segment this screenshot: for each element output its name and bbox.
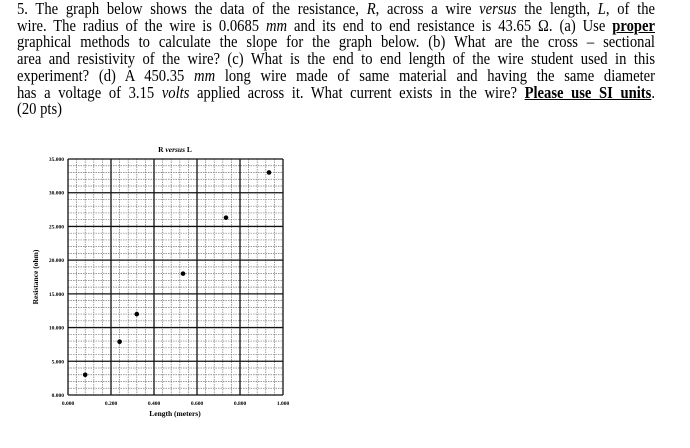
question-text — [17, 1, 655, 118]
x-tick-label: 0.800 — [233, 401, 247, 407]
question-segment: 5. The graph below shows the data of the resistance, — [17, 0, 367, 18]
y-tick-label: 10.000 — [48, 325, 64, 332]
y-axis-label: Resistance (ohm) — [31, 249, 40, 305]
y-tick-label: 5.000 — [51, 359, 64, 366]
data-point — [135, 312, 140, 317]
question-segment: (20 pts) — [17, 99, 63, 119]
y-tick-label: 15.000 — [48, 291, 64, 298]
question-segment: versus — [479, 0, 517, 18]
y-tick-label: 25.000 — [48, 224, 64, 231]
chart-title-part: versus — [165, 145, 185, 154]
x-tick-label: 1.000 — [276, 401, 290, 407]
question-segment: area and resistivity of the wire? (c) What is the end to end length of the wire student used in this — [17, 49, 655, 69]
question-segment: experiment? (d) A 450.35 — [17, 65, 195, 85]
question-segment: long wire made of same material and having the same diameter — [215, 65, 655, 85]
question-line — [17, 101, 655, 118]
emphasis-text: proper — [612, 15, 655, 35]
question-segment: has a voltage of 3.15 — [17, 82, 162, 102]
question-segment: R — [366, 0, 376, 18]
y-tick-label: 20.000 — [48, 258, 64, 265]
question-segment: and its end to end resistance is 43.65 Ω. (a) Use — [287, 15, 613, 35]
x-tick-label: 0.000 — [61, 401, 75, 407]
x-axis-label: Length (meters) — [149, 409, 201, 418]
question-segment: . — [651, 82, 655, 102]
question-segment: applied across it. What current exists in the wire? — [189, 82, 525, 102]
chart-title-part: R — [158, 145, 166, 154]
question-segment: mm — [266, 15, 288, 35]
question-segment: L — [597, 0, 606, 18]
question-segment: the length, — [516, 0, 598, 18]
question-segment: , across a wire — [375, 0, 480, 18]
question-segment: mm — [194, 65, 216, 85]
question-line — [17, 82, 655, 102]
x-tick-label: 0.600 — [190, 401, 204, 407]
data-point — [83, 372, 88, 377]
chart-title — [158, 145, 192, 154]
y-tick-label: 0.000 — [51, 393, 64, 399]
x-tick-label: 0.200 — [104, 401, 118, 407]
y-tick-label: 30.000 — [48, 190, 64, 197]
data-point — [181, 271, 186, 276]
data-point — [117, 339, 122, 344]
question-segment: graphical methods to calculate the slope for the graph below. (b) What are the cross – sectional — [17, 32, 655, 52]
emphasis-text: Please use SI units — [524, 82, 652, 102]
y-tick-label: 35.000 — [48, 157, 64, 163]
question-segment: volts — [161, 82, 190, 102]
data-point — [267, 170, 272, 175]
chart-title-part: L — [185, 145, 192, 154]
data-point — [224, 215, 229, 220]
x-tick-label: 0.400 — [147, 401, 161, 407]
r-versus-l-chart — [0, 140, 300, 430]
question-segment: , of the — [605, 0, 656, 18]
question-segment: wire. The radius of the wire is 0.0685 — [17, 15, 267, 35]
